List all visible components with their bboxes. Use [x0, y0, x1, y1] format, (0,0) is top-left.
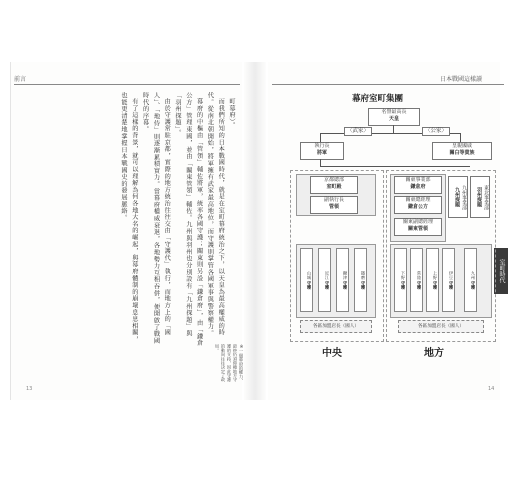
ushu-role: 東北事業部: [483, 184, 489, 210]
branch-name: 守護: [449, 280, 454, 290]
shogun-box: [300, 142, 344, 160]
branch-column: [394, 248, 407, 312]
header-rule-right: [272, 84, 504, 85]
diagram-title: 幕府室町集團: [352, 94, 404, 104]
paragraph: 有了這樣的背景，就可以理解為何各地大名的崛起，與幕府體制的崩壞息息相關，也能更清楚地掌握日本戰國史的發展脈絡。: [120, 92, 138, 343]
branch-column: [426, 248, 439, 312]
kanrei-role: 副執行長: [323, 197, 344, 203]
page-number-right: 14: [488, 386, 495, 392]
branch-name: 守護: [361, 280, 366, 290]
branch-name: 守護: [433, 280, 438, 290]
emperor-name: 天皇: [388, 116, 399, 122]
branch-name: 守護: [471, 280, 476, 290]
court-role: 皇親國戚: [451, 143, 472, 149]
branch-column: [354, 248, 367, 312]
kanrei-name: 管領: [328, 204, 339, 210]
paragraph: 由於守護常駐京都，實際的地方統治往往交由「守護代」執行，而地方上的「國人」、「地侍」則逐漸累積實力。當幕府權威衰退，各地勢力互相吞併，便開啟了戰國時代的序幕。: [141, 92, 171, 345]
kanto-hq-name: 鎌倉府: [410, 184, 426, 190]
branch-column: [336, 248, 349, 312]
shogun-name: 將軍: [316, 150, 327, 156]
court-box: [432, 142, 492, 160]
kanto-kanrei-role: 關東副總經理: [402, 219, 433, 225]
book-spine: [244, 62, 266, 400]
central-hq-name: 室町殿: [326, 184, 342, 190]
branch-label: 播磨: [361, 270, 366, 280]
shogun-role: 執行長: [314, 143, 330, 149]
chapter-tab: 室町時代: [494, 248, 508, 294]
buke-tag: 〈武家〉: [344, 127, 372, 136]
branch-label: 上野: [433, 270, 438, 280]
kanto-kubo-role: 關東總經理: [405, 197, 431, 203]
ushu-name: 羽州探題: [476, 187, 482, 207]
branch-name: 守護: [401, 280, 406, 290]
kanto-kubo-box: [394, 196, 442, 214]
central-hq-role: 京都總部: [323, 177, 344, 183]
lords-central: 各區加盟店長（國人）: [300, 320, 372, 333]
paragraph: 幕府的中樞由「管領」輔佐將軍，統率各國守護；關東則另設「鎌倉府」，由「鎌倉公方」管理東國，並由「關東管領」輔佐。九州與羽州也分別設有「九州探題」與「羽州探題」。: [174, 92, 203, 347]
branch-column: [300, 248, 313, 312]
branch-label: 攝津: [343, 270, 348, 280]
branch-name: 守護: [325, 280, 330, 290]
paragraph: 而我們所知的日本戰國時代，就是在室町幕府統治之下，以天皇為最高權威的時代。從南北朝開始，將軍擁有武家最高地位，而守護則掌管各國軍事與警察權力。: [206, 92, 225, 337]
branch-label: 九州: [471, 270, 476, 280]
central-hq-box: [310, 176, 358, 194]
branch-column: [410, 248, 423, 312]
branch-label: 近江: [325, 270, 330, 280]
branch-label: 山城: [307, 270, 312, 280]
court-name: 關白等貴族: [449, 150, 475, 156]
kanto-kubo-name: 鎌倉公方: [407, 204, 428, 210]
region-central-label: 中央: [322, 348, 342, 359]
kanto-hq-role: 關東事業部: [405, 177, 431, 183]
header-left: 前言: [14, 76, 27, 83]
branch-column: [318, 248, 331, 312]
kanrei-box: [310, 196, 358, 214]
header-rule-left: [14, 84, 240, 85]
kyushu-name: 九州探題: [454, 187, 460, 207]
lords-local: 各區加盟店長（國人）: [398, 320, 484, 333]
branch-label: 常陸: [417, 270, 422, 280]
paragraph: 町幕府）。: [228, 98, 235, 130]
region-local-label: 地方: [424, 348, 444, 359]
kyushu-box: [448, 176, 468, 218]
kanto-kanrei-box: [394, 218, 442, 236]
page-number-left: 13: [26, 386, 33, 392]
connector: [393, 125, 394, 133]
branch-column: [464, 248, 477, 312]
emperor-role: 名譽最高長: [381, 109, 407, 115]
body-text: [30, 92, 236, 348]
branch-name: 守護: [307, 280, 312, 290]
kuge-tag: 〈公家〉: [422, 127, 450, 136]
emperor-box: [368, 108, 420, 126]
branch-label: 伊豆: [449, 270, 454, 280]
kanto-kanrei-name: 關東管領: [407, 226, 428, 232]
branch-name: 守護: [343, 280, 348, 290]
kanto-hq-box: [394, 176, 442, 194]
header-right: 日本戰國這樣讀: [440, 76, 483, 83]
kyushu-role: 九州事業部: [461, 184, 467, 210]
connector: [320, 166, 470, 167]
footnote: ※一個幕府的權力，最終仍須仰賴地方守護的支持，因此守護的動向往往決定了政局。: [215, 344, 244, 383]
branch-name: 守護: [417, 280, 422, 290]
ushu-box: [470, 176, 490, 218]
branch-column: [442, 248, 455, 312]
branch-label: 下野: [401, 270, 406, 280]
